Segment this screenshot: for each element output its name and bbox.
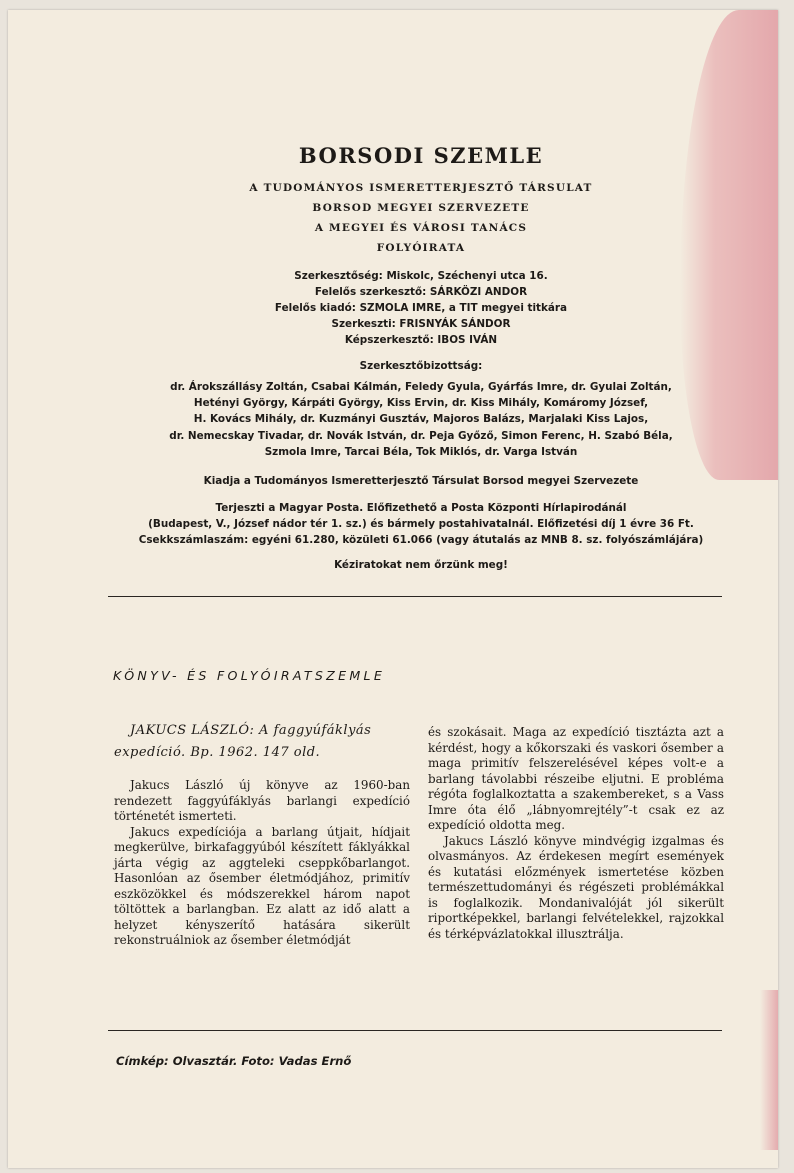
staff-line: Felelős szerkesztő: SÁRKÖZI ANDOR bbox=[314, 286, 528, 298]
board-line: Szmola Imre, Tarcai Béla, Tok Miklós, dr. Varga István bbox=[264, 445, 578, 458]
review-paragraph: Jakucs expedíciója a barlang útjait, hídjait megkerülve, birkafaggyúból készített fáklyákkal járta végig az aggteleki cseppkőbarlangot. Hasonlóan az ősember életmódjához, primitív eszközökkel és módszerekkel három napot töltöttek a barlangban. Ez alatt az idő alatt a helyzet kényszerítő hatására sikerült rekonstruálniok az ősember életmódját bbox=[114, 824, 410, 947]
distribution-line: Csekkszámlaszám: egyéni 61.280, közületi 61.066 (vagy átutalás az MNB 8. sz. folyószámlájára) bbox=[138, 534, 704, 546]
board-heading: Szerkesztőbizottság: bbox=[359, 360, 483, 372]
review-paragraph: Jakucs László könyve mindvégig izgalmas és olvasmányos. Az érdekesen megírt események és kutatási előzmények ismertetése közben természettudományi és régészeti problémákkal is foglalkozik. Mondanivalóját jól sikerült riportképekkel, barlangi felvételekkel, rajzokkal és térképvázlatokkal illusztrálja. bbox=[428, 833, 724, 941]
divider bbox=[108, 1030, 722, 1031]
board-line: Hetényi György, Kárpáti György, Kiss Ervin, dr. Kiss Mihály, Komáromy József, bbox=[193, 397, 649, 410]
distribution-line: Terjeszti a Magyar Posta. Előfizethető a Posta Központi Hírlapirodánál bbox=[215, 502, 627, 514]
subtitle-line: FOLYÓIRATA bbox=[376, 242, 466, 254]
board-members bbox=[100, 379, 742, 460]
subtitle-line: BORSOD MEGYEI SZERVEZETE bbox=[312, 202, 530, 214]
review-left-column bbox=[114, 720, 410, 949]
journal-subtitle bbox=[108, 178, 734, 258]
staff-line: Szerkeszti: FRISNYÁK SÁNDOR bbox=[331, 318, 511, 330]
staff-line: Felelős kiadó: SZMOLA IMRE, a TIT megyei titkára bbox=[274, 302, 568, 314]
manuscript-notice: Kéziratokat nem őrzünk meg! bbox=[334, 559, 508, 571]
section-heading: KÖNYV- ÉS FOLYÓIRATSZEMLE bbox=[113, 668, 386, 683]
cover-photo-caption: Címkép: Olvasztár. Foto: Vadas Ernő bbox=[116, 1054, 352, 1068]
staff-line: Képszerkesztő: IBOS IVÁN bbox=[344, 334, 498, 346]
distribution-line: (Budapest, V., József nádor tér 1. sz.) és bármely postahivatalnál. Előfizetési díj 1 évre 36 Ft. bbox=[148, 518, 694, 530]
board-line: H. Kovács Mihály, dr. Kuzmányi Gusztáv, Majoros Balázs, Marjalaki Kiss Lajos, bbox=[193, 413, 649, 426]
review-paragraph: Jakucs László új könyve az 1960-ban rendezett faggyúfáklyás barlangi expedíció történetét ismerteti. bbox=[114, 778, 410, 823]
staff-line: Szerkesztőség: Miskolc, Széchenyi utca 16. bbox=[294, 270, 548, 282]
staff-list bbox=[108, 268, 734, 348]
board-line: dr. Árokszállásy Zoltán, Csabai Kálmán, Feledy Gyula, Gyárfás Imre, dr. Gyulai Zoltán, bbox=[170, 381, 672, 393]
book-title: JAKUCS LÁSZLÓ: A faggyúfáklyás expedíció. Bp. 1962. 147 old. bbox=[114, 723, 372, 760]
review-right-column bbox=[428, 725, 724, 942]
board-line: dr. Nemecskay Tivadar, dr. Novák István, dr. Peja Győző, Simon Ferenc, H. Szabó Béla, bbox=[169, 429, 673, 442]
review-paragraph: és szokásait. Maga az expedíció tisztázta azt a kérdést, hogy a kőkorszaki és vaskori ősember a maga primitív felszerelésével képes volt-e a barlang távolabbi részeibe eljutni. E probléma régóta foglalkoztatta a szakembereket, s a Vass Imre óta élő „lábnyomrejtély”-t csak ez az expedíció oldotta meg. bbox=[428, 725, 724, 832]
journal-title: BORSODI SZEMLE bbox=[298, 143, 544, 168]
paper-stain bbox=[760, 990, 778, 1150]
subtitle-line: A TUDOMÁNYOS ISMERETTERJESZTŐ TÁRSULAT bbox=[249, 182, 593, 194]
publisher-line: Kiadja a Tudományos Ismeretterjesztő Társulat Borsod megyei Szervezete bbox=[203, 475, 639, 487]
subtitle-line: A MEGYEI ÉS VÁROSI TANÁCS bbox=[314, 222, 528, 234]
divider bbox=[108, 596, 722, 597]
distribution-info bbox=[100, 500, 742, 548]
